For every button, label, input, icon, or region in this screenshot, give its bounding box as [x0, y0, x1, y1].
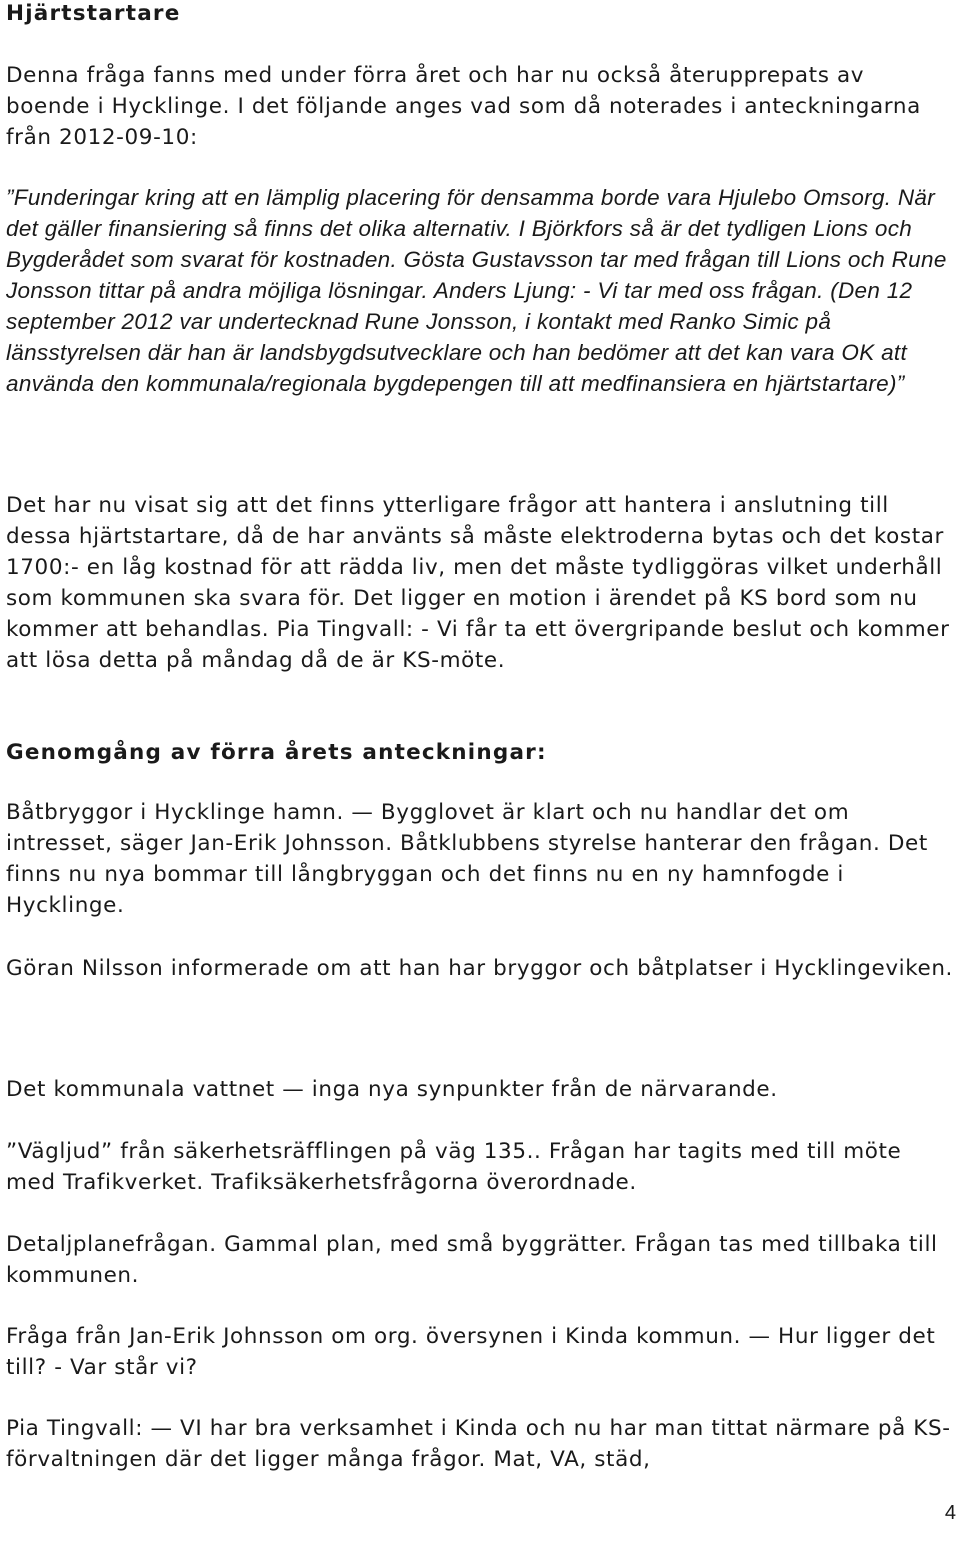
quoted-notes-2012: ”Funderingar kring att en lämplig placering för densamma borde vara Hjulebo Omsorg. När det gäller finansiering så finns det olika alternativ. I Björkfors så är det tydligen Lions och Bygderådet som svarat för kostnaden. Gösta Gustavsson tar med frågan till Lions och Rune Jonsson tittar på andra möjliga lösningar. Anders Ljung: - Vi tar med oss frågan. (Den 12 september 2012 var undertecknad Rune Jonsson, i kontakt med Ranko Simic på länsstyrelsen där han är landsbygdsutvecklare och han bedömer att det kan vara OK att använda den kommunala/regionala bygdepengen till att medfinansiera en hjärtstartare)” [6, 185, 947, 396]
paragraph-update: Det har nu visat sig att det finns ytterligare frågor att hantera i anslutning till dessa hjärtstartare, då de har använts så måste elektroderna bytas och det kostar 1700:- en låg kostnad för att rädda liv, men det måste tydliggöras vilket underhåll som kommunen ska svara för. Det ligger en motion i ärendet på KS bord som nu kommer att behandlas. Pia Tingvall: - Vi får ta ett övergripande beslut och kommer att lösa detta på måndag då de är KS-möte. [6, 493, 950, 673]
paragraph-intro: Denna fråga fanns med under förra året och har nu också återupprepats av boende i Hycklinge. I det följande anges vad som då noterades i anteckningarna från 2012-09-10: [6, 63, 921, 150]
page-number: 4 [944, 1502, 956, 1524]
paragraph-detaljplan: Detaljplanefrågan. Gammal plan, med små byggrätter. Frågan tas med tillbaka till kommunen. [6, 1232, 938, 1288]
paragraph-vagljud: ”Vägljud” från säkerhetsräfflingen på väg 135.. Frågan har tagits med till möte med Trafikverket. Trafiksäkerhetsfrågorna överordnade. [6, 1139, 902, 1195]
section-heading: Genomgång av förra årets anteckningar: [6, 740, 547, 765]
paragraph-vattnet: Det kommunala vattnet — inga nya synpunkter från de närvarande. [6, 1077, 778, 1102]
paragraph-pia-tingvall: Pia Tingvall: — VI har bra verksamhet i Kinda och nu har man tittat närmare på KS- förvaltningen där det ligger många frågor. Mat, VA, städ, [6, 1416, 951, 1472]
paragraph-batbryggor: Båtbryggor i Hycklinge hamn. — Bygglovet är klart och nu handlar det om intresset, säger Jan-Erik Johnsson. Båtklubbens styrelse hanterar den frågan. Det finns nu nya bommar till långbryggan och det finns nu en ny hamnfogde i Hycklinge. [6, 800, 928, 918]
paragraph-goran-nilsson: Göran Nilsson informerade om att han har bryggor och båtplatser i Hycklingeviken. [6, 956, 953, 981]
page-title: Hjärtstartare [6, 1, 181, 26]
paragraph-org-oversyn: Fråga från Jan-Erik Johnsson om org. översynen i Kinda kommun. — Hur ligger det till? - Var står vi? [6, 1324, 936, 1380]
